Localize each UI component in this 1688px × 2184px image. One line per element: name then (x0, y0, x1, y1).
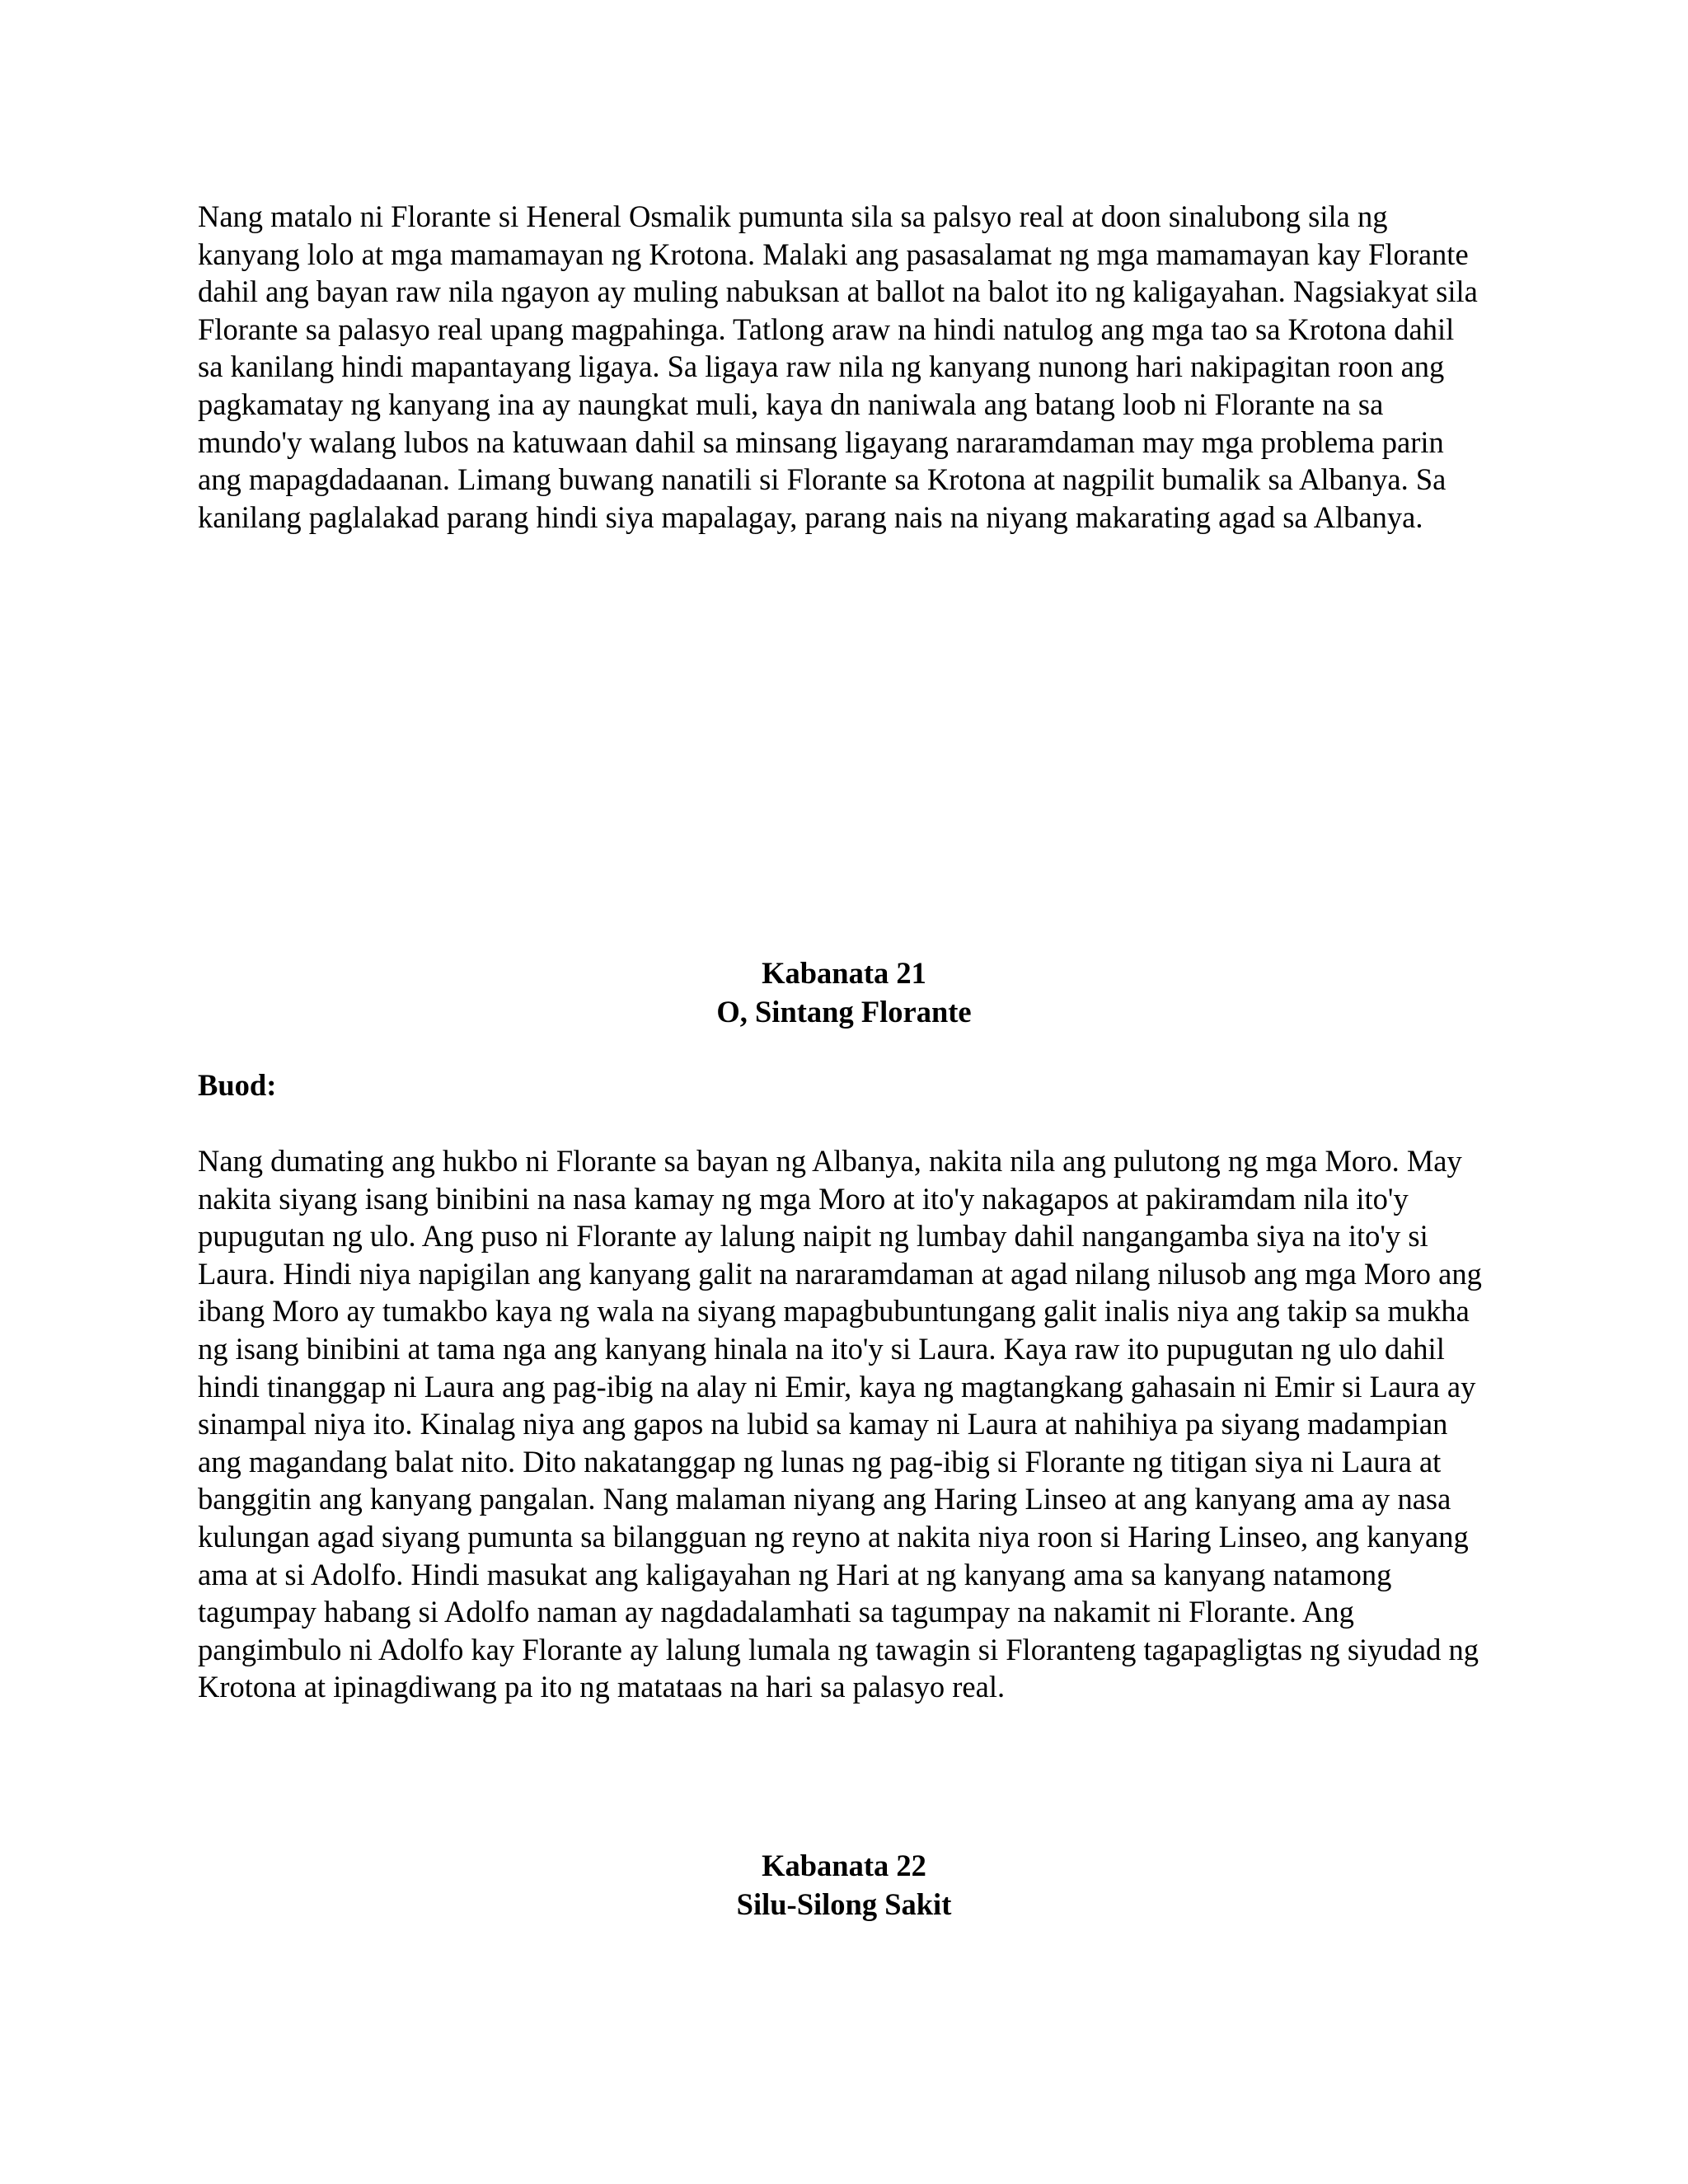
chapter-21-number: Kabanata 21 (762, 956, 926, 990)
summary-label: Buod: (198, 1068, 277, 1102)
paragraph-chapter-21-summary: Nang dumating ang hukbo ni Florante sa bayan ng Albanya, nakita nila ang pulutong ng mga Moro. May nakita siyang isang binibini na nasa kamay ng mga Moro at ito'y nakagapos at pakiramdam nila ito'y pupugutan ng ulo. Ang puso ni Florante ay lalung naipit ng lumbay dahil nangangamba siya na ito'y si Laura. Hindi niya napigilan ang kanyang galit na nararamdaman at agad nilang nilusob ang mga Moro ang ibang Moro ay tumakbo kaya ng wala na siyang mapagbubuntungang galit inalis niya ang takip sa mukha ng isang binibini at tama nga ang kanyang hinala na ito'y si Laura. Kaya raw ito pupugutan ng ulo dahil hindi tinanggap ni Laura ang pag-ibig na alay ni Emir, kaya ng magtangkang gahasain ni Emir si Laura ay sinampal niya ito. Kinalag niya ang gapos na lubid sa kamay ni Laura at nahihiya pa siyang madampian ang magandang balat nito. Dito nakatanggap ng lunas ng pag-ibig si Florante ng titigan siya ni Laura at banggitin ang kanyang pangalan. Nang malaman niyang ang Haring Linseo at ang kanyang ama ay nasa kulungan agad siyang pumunta sa bilangguan ng reyno at nakita niya roon si Haring Linseo, ang kanyang ama at si Adolfo. Hindi masukat ang kaligayahan ng Hari at ng kanyang ama sa kanyang natamong tagumpay habang si Adolfo naman ay nagdadalamhati sa tagumpay na nakamit ni Florante. Ang pangimbulo ni Adolfo kay Florante ay lalung lumala ng tawagin si Floranteng tagapagligtas ng siyudad ng Krotona at ipinagdiwang pa ito ng matataas na hari sa palasyo real. (198, 1144, 1482, 1704)
paragraph-chapter-20-ending: Nang matalo ni Florante si Heneral Osmalik pumunta sila sa palsyo real at doon sinalubong sila ng kanyang lolo at mga mamamayan ng Krotona. Malaki ang pasasalamat ng mga mamamayan kay Florante dahil ang bayan raw nila ngayon ay muling nabuksan at ballot na balot ito ng kaligayahan. Nagsiakyat sila Florante sa palasyo real upang magpahinga. Tatlong araw na hindi natulog ang mga tao sa Krotona dahil sa kanilang hindi mapantayang ligaya. Sa ligaya raw nila ng kanyang nunong hari nakipagitan roon ang pagkamatay ng kanyang ina ay naungkat muli, kaya dn naniwala ang batang loob ni Florante na sa mundo'y walang lubos na katuwaan dahil sa minsang ligayang nararamdaman may mga problema parin ang mapagdadaanan. Limang buwang nanatili si Florante sa Krotona at nagpilit bumalik sa Albanya. Sa kanilang paglalakad parang hindi siya mapalagay, parang nais na niyang makarating agad sa Albanya. (198, 199, 1478, 534)
chapter-21-title: O, Sintang Florante (716, 995, 972, 1029)
chapter-22-heading (0, 1846, 1688, 1924)
chapter-22-number: Kabanata 22 (762, 1849, 926, 1882)
chapter-22-title: Silu-Silong Sakit (736, 1887, 952, 1921)
chapter-21-heading (0, 954, 1688, 1031)
